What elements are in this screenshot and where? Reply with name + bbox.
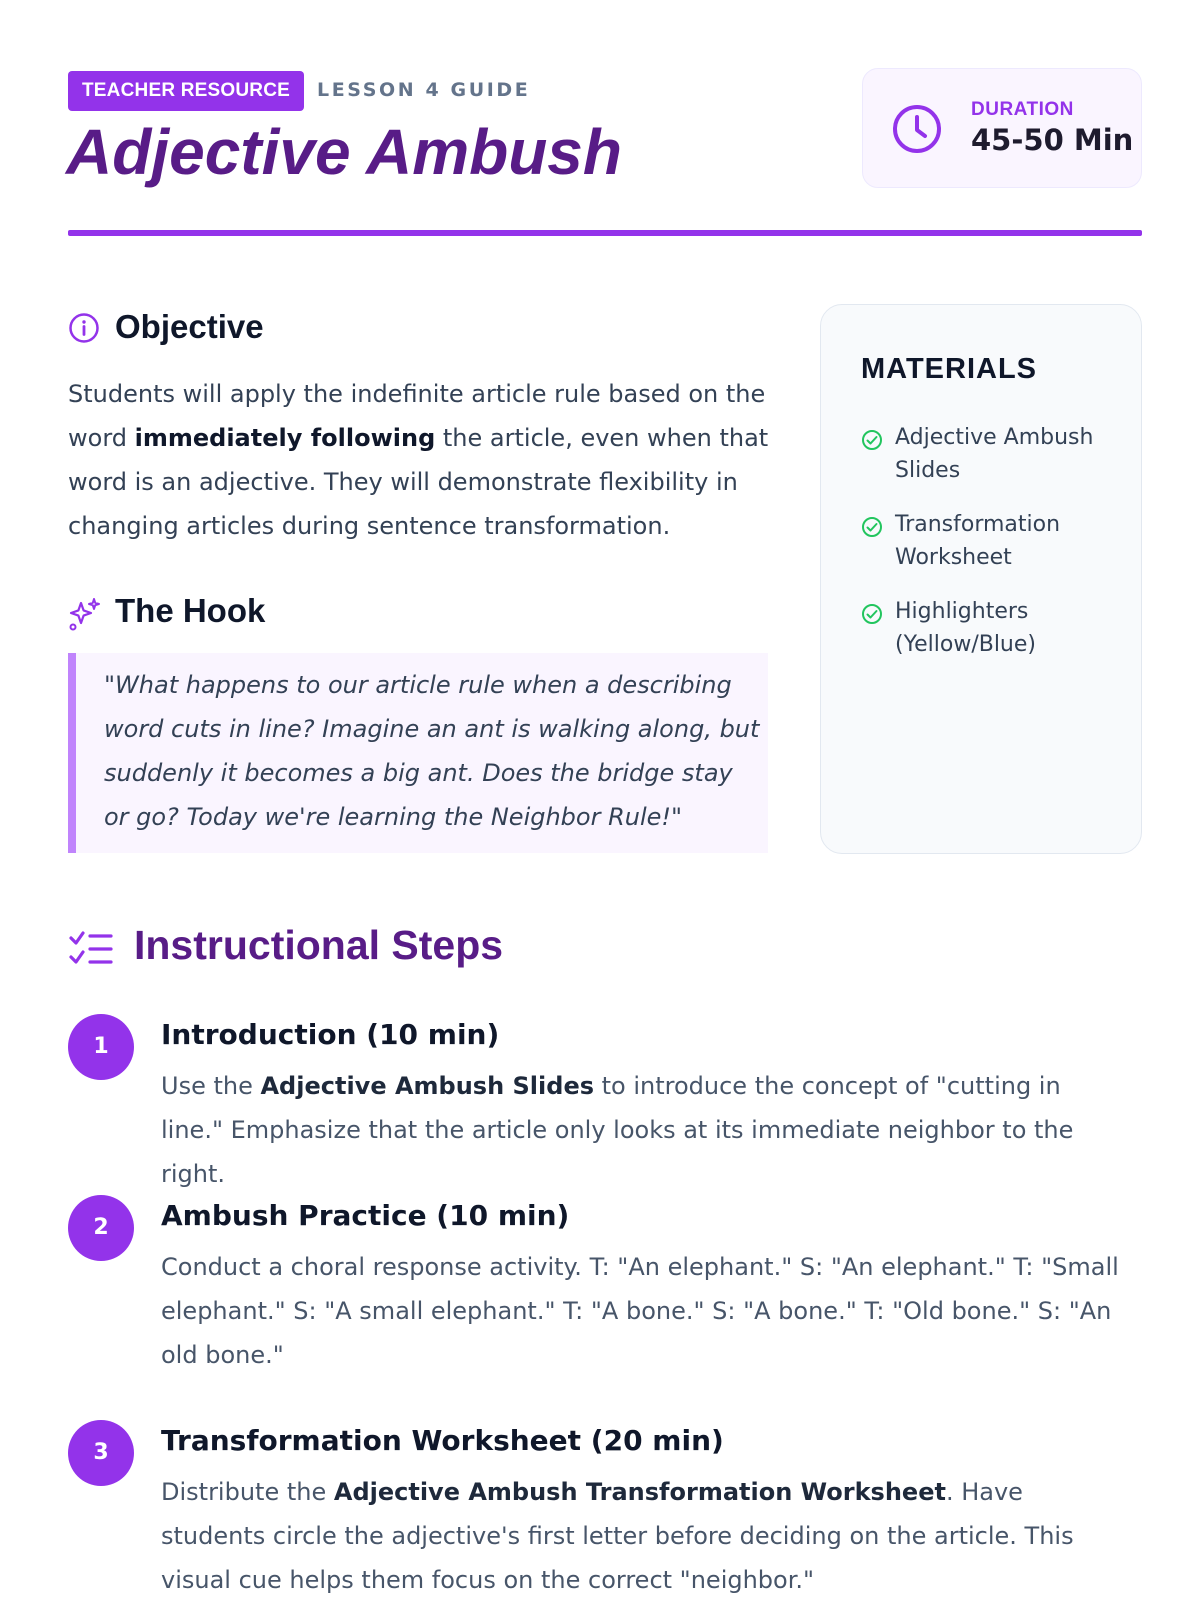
step-description — [161, 1245, 1121, 1377]
materials-item-label: Highlighters (Yellow/Blue) — [895, 599, 1036, 657]
materials-item — [861, 508, 1121, 574]
check-circle-icon — [861, 516, 883, 538]
step-description — [161, 1064, 1121, 1196]
materials-item-label: Adjective Ambush Slides — [895, 425, 1094, 483]
step-description-bold: Adjective Ambush Transformation Worksheet — [333, 1478, 946, 1506]
duration-value: 45-50 Min — [971, 123, 1134, 157]
sparkles-icon — [68, 597, 102, 631]
step-description — [161, 1470, 1121, 1602]
step-number-badge: 2 — [68, 1195, 134, 1261]
check-circle-icon — [861, 429, 883, 451]
info-icon — [68, 312, 100, 344]
step-description-start: Distribute the — [161, 1478, 334, 1506]
clock-icon — [891, 103, 943, 155]
steps-heading: Instructional Steps — [134, 922, 504, 968]
step-description-start: Use the — [161, 1072, 261, 1100]
hook-quote: "What happens to our article rule when a describing word cuts in line? Imagine an ant is walking along, but suddenly it becomes a big ant. Does the bridge stay or go? Today we're learning the Neighbor Rule!" — [68, 653, 768, 853]
step-title: Introduction (10 min) — [161, 1018, 500, 1051]
check-circle-icon — [861, 603, 883, 625]
step-description-start: Conduct a choral response activity. T: "An elephant." S: "An elephant." T: "Small elephant." S: "A small elephant." T: "A bone." S: "A bone." T: "Old bone." S: "An old bone." — [161, 1253, 1119, 1369]
checklist-icon — [68, 930, 114, 968]
step-description-end: to introduce the concept of "cutting in line." Emphasize that the article only looks at its immediate neighbor to the right. — [161, 1072, 1074, 1188]
materials-item-label: Transformation Worksheet — [895, 512, 1061, 570]
materials-heading: MATERIALS — [861, 353, 1038, 385]
duration-label: DURATION — [971, 99, 1074, 120]
objective-heading: Objective — [115, 308, 264, 345]
step-number-badge: 1 — [68, 1014, 134, 1080]
objective-text-start: Students will apply the indefinite article rule based on the word — [68, 380, 766, 452]
step-description-bold: Adjective Ambush Slides — [260, 1072, 594, 1100]
duration-card — [862, 68, 1142, 188]
teacher-resource-badge: TEACHER RESOURCE — [68, 71, 304, 111]
hook-heading: The Hook — [115, 592, 266, 629]
materials-item — [861, 421, 1121, 487]
materials-item — [861, 595, 1121, 661]
lesson-subtitle: LESSON 4 GUIDE — [317, 79, 531, 101]
step-title: Transformation Worksheet (20 min) — [161, 1424, 724, 1457]
step-number-badge: 3 — [68, 1420, 134, 1486]
header-divider — [68, 230, 1142, 236]
objective-text — [68, 372, 788, 548]
page-title: Adjective Ambush — [66, 116, 622, 188]
objective-text-bold: immediately following — [134, 424, 436, 452]
materials-card — [820, 304, 1142, 854]
step-title: Ambush Practice (10 min) — [161, 1199, 570, 1232]
objective-text-end: the article, even when that word is an adjective. They will demonstrate flexibility in changing articles during sentence transformation. — [68, 424, 769, 540]
step-description-end: . Have students circle the adjective's first letter before deciding on the article. This visual cue helps them focus on the correct "neighbor." — [161, 1478, 1074, 1594]
